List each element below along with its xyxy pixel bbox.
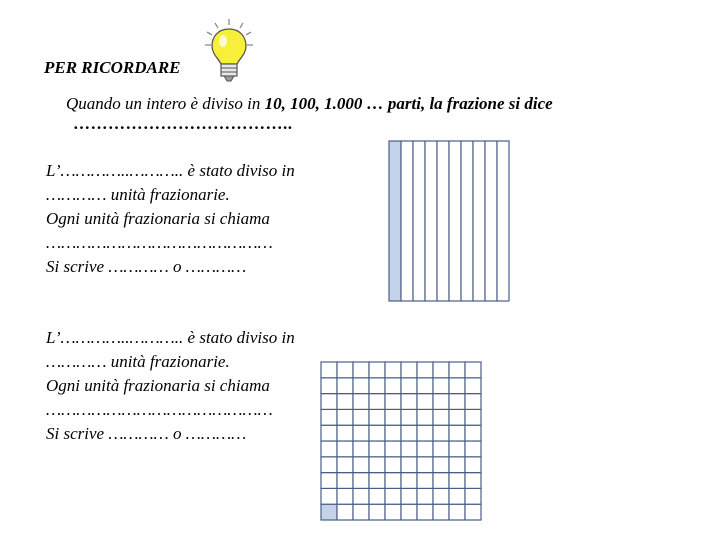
grid-cell — [369, 488, 385, 504]
exercise-line: Si scrive ………… o ………… — [46, 257, 247, 276]
grid-cell — [401, 441, 417, 457]
grid-cell — [417, 504, 433, 520]
grid-cell — [353, 409, 369, 425]
exercise-line: ………… unità frazionarie. — [46, 185, 230, 204]
grid-cell — [449, 409, 465, 425]
grid-cell-shaded — [389, 141, 401, 301]
grid-cell — [465, 378, 481, 394]
grid-cell — [401, 425, 417, 441]
grid-cell — [353, 378, 369, 394]
grid-cell — [401, 362, 417, 378]
intro-text-start: Quando un intero è diviso in — [66, 94, 265, 113]
grid-cell — [369, 378, 385, 394]
grid-cell — [465, 473, 481, 489]
grid-cell — [465, 457, 481, 473]
grid-cell — [401, 473, 417, 489]
grid-cell — [385, 409, 401, 425]
grid-cell — [385, 457, 401, 473]
grid-cell — [465, 409, 481, 425]
grid-cell — [321, 362, 337, 378]
grid-cell — [369, 457, 385, 473]
grid-cell — [433, 457, 449, 473]
grid-cell — [369, 441, 385, 457]
grid-cell — [417, 457, 433, 473]
intro-text-bold: 10, 100, 1.000 … parti, la frazione si dice — [264, 94, 553, 113]
grid-cell — [353, 394, 369, 410]
grid-cell — [465, 362, 481, 378]
grid-cell — [465, 441, 481, 457]
grid-cell — [337, 378, 353, 394]
grid-cell — [337, 441, 353, 457]
intro-text — [66, 94, 553, 114]
grid-cell — [433, 504, 449, 520]
grid-cell — [465, 488, 481, 504]
grid-cell — [385, 473, 401, 489]
grid-cell — [369, 473, 385, 489]
grid-cell — [449, 504, 465, 520]
grid-cell — [433, 378, 449, 394]
grid-cell — [385, 488, 401, 504]
grid-cell — [433, 441, 449, 457]
exercise-line: ……………………………………… — [46, 233, 273, 252]
grid-cell — [353, 504, 369, 520]
grid-cell — [425, 141, 437, 301]
grid-cell — [417, 378, 433, 394]
grid-cell — [385, 394, 401, 410]
exercise-2-text — [46, 326, 295, 446]
page-title: PER RICORDARE — [44, 58, 181, 77]
grid-cell-shaded — [321, 504, 337, 520]
grid-cell — [401, 504, 417, 520]
grid-cell — [449, 457, 465, 473]
grid-cell — [417, 441, 433, 457]
grid-cell — [465, 504, 481, 520]
exercise-line: Ogni unità frazionaria si chiama — [46, 376, 270, 395]
grid-cell — [337, 504, 353, 520]
grid-cell — [401, 488, 417, 504]
grid-cell — [449, 394, 465, 410]
grid-cell — [413, 141, 425, 301]
grid-cell — [337, 425, 353, 441]
grid-cell — [497, 141, 509, 301]
grid-cell — [369, 425, 385, 441]
exercise-1-text — [46, 159, 295, 279]
grid-cell — [353, 441, 369, 457]
grid-cell — [369, 409, 385, 425]
grid-cell — [353, 425, 369, 441]
lightbulb-icon — [203, 17, 255, 83]
grid-cell — [461, 141, 473, 301]
grid-cell — [473, 141, 485, 301]
grid-cell — [369, 504, 385, 520]
grid-cell — [401, 378, 417, 394]
grid-cell — [485, 141, 497, 301]
grid-cell — [321, 441, 337, 457]
grid-cell — [465, 425, 481, 441]
grid-cell — [353, 473, 369, 489]
grid-cell — [433, 394, 449, 410]
grid-cell — [417, 409, 433, 425]
grid-cell — [401, 394, 417, 410]
grid-cell — [417, 425, 433, 441]
grid-cell — [337, 362, 353, 378]
grid-cell — [401, 409, 417, 425]
grid-cell — [449, 441, 465, 457]
grid-cell — [337, 473, 353, 489]
grid-cell — [369, 362, 385, 378]
grid-cell — [321, 488, 337, 504]
grid-cell — [449, 362, 465, 378]
grid-cell — [433, 488, 449, 504]
grid-cell — [449, 488, 465, 504]
exercise-line: ………… unità frazionarie. — [46, 352, 230, 371]
tenths-grid-figure — [388, 140, 510, 302]
grid-cell — [369, 394, 385, 410]
grid-cell — [353, 488, 369, 504]
intro-answer-dots: ……………………………….. — [73, 114, 293, 133]
exercise-line: Si scrive ………… o ………… — [46, 424, 247, 443]
grid-cell — [353, 362, 369, 378]
grid-cell — [449, 378, 465, 394]
grid-cell — [337, 488, 353, 504]
grid-cell — [449, 141, 461, 301]
grid-cell — [321, 425, 337, 441]
grid-cell — [321, 457, 337, 473]
grid-cell — [337, 457, 353, 473]
grid-cell — [321, 378, 337, 394]
exercise-line: L’…………..……….. è stato diviso in — [46, 328, 295, 347]
grid-cell — [385, 504, 401, 520]
exercise-line: L’…………..……….. è stato diviso in — [46, 161, 295, 180]
grid-cell — [465, 394, 481, 410]
grid-cell — [337, 409, 353, 425]
grid-cell — [449, 473, 465, 489]
exercise-line: Ogni unità frazionaria si chiama — [46, 209, 270, 228]
grid-cell — [417, 473, 433, 489]
grid-cell — [385, 425, 401, 441]
grid-cell — [437, 141, 449, 301]
grid-cell — [385, 362, 401, 378]
grid-cell — [417, 394, 433, 410]
grid-cell — [417, 488, 433, 504]
grid-cell — [321, 473, 337, 489]
exercise-line: ……………………………………… — [46, 400, 273, 419]
hundredths-grid-figure — [320, 361, 482, 521]
grid-cell — [321, 394, 337, 410]
grid-cell — [449, 425, 465, 441]
grid-cell — [401, 141, 413, 301]
grid-cell — [385, 441, 401, 457]
grid-cell — [401, 457, 417, 473]
grid-cell — [385, 378, 401, 394]
grid-cell — [433, 425, 449, 441]
grid-cell — [417, 362, 433, 378]
grid-cell — [433, 362, 449, 378]
grid-cell — [433, 409, 449, 425]
grid-cell — [433, 473, 449, 489]
grid-cell — [321, 409, 337, 425]
grid-cell — [353, 457, 369, 473]
grid-cell — [337, 394, 353, 410]
